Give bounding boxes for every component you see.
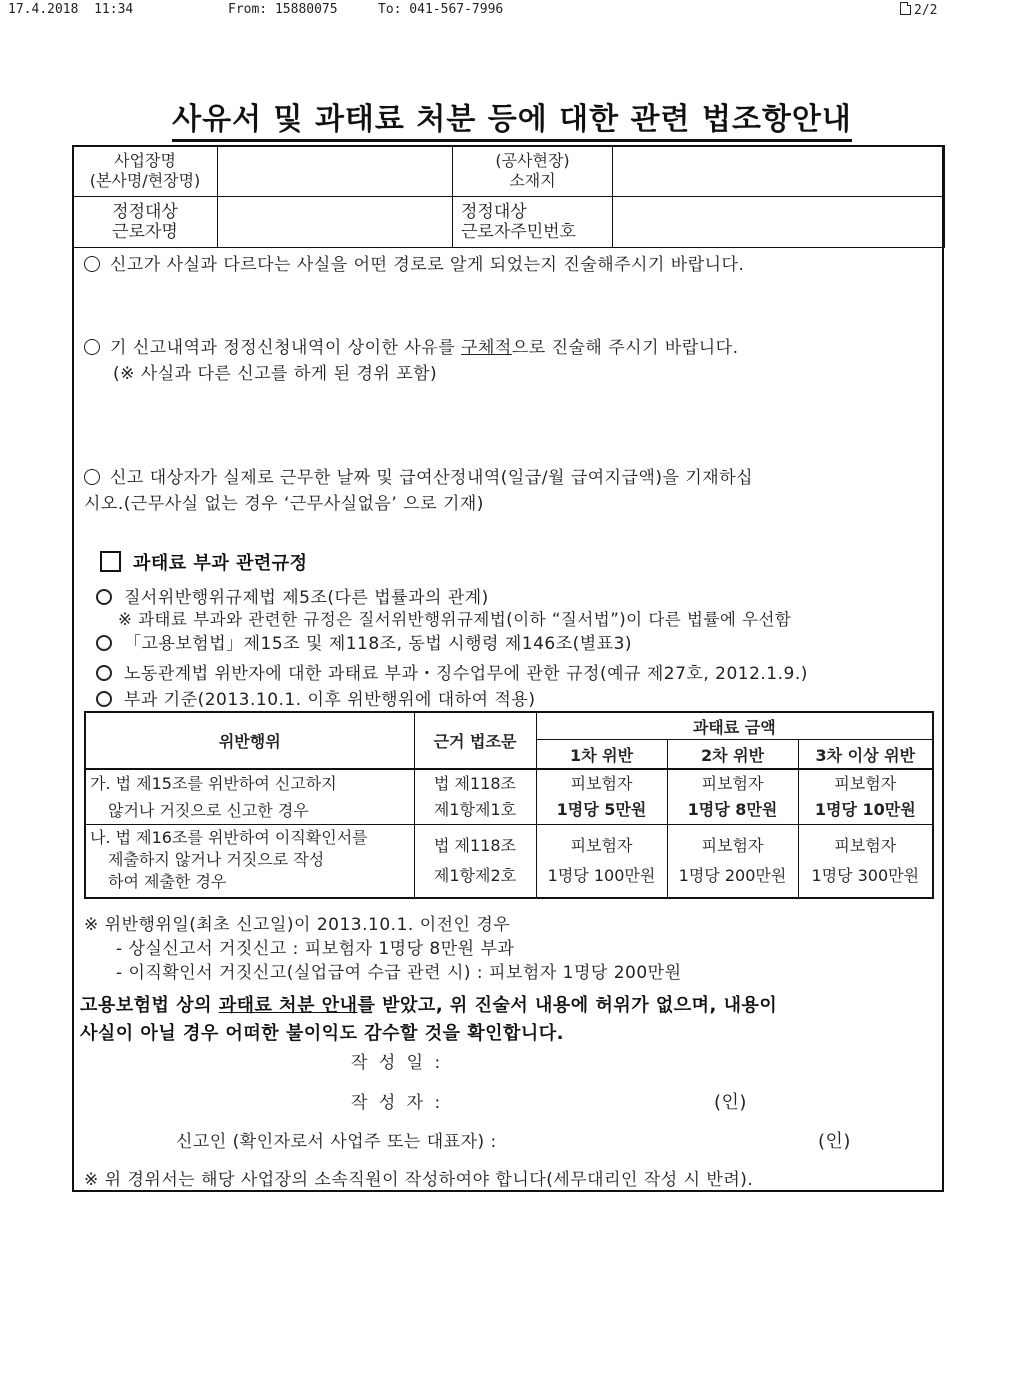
table-row (85, 825, 933, 899)
worker-id-label-line2: 근로자주민번호 (461, 222, 576, 242)
amount-line: 피보험자 (834, 774, 897, 793)
question-3-line2: 시오.(근무사실 없는 경우 ‘근무사실없음’ 으로 기재) (84, 494, 484, 514)
worker-name-label-line1: 정정대상 (112, 202, 178, 222)
regulations-heading-text: 과태료 부과 관련규정 (133, 553, 308, 574)
question-3-text-1: 신고 대상자가 실제로 근무한 날짜 및 급여산정내역(일급/월 급여지급액)을 기재하십 (110, 468, 754, 488)
amount-cell (536, 769, 667, 825)
amount-value: 1명당 5만원 (556, 800, 647, 819)
amount-line: 피보험자 (701, 836, 764, 855)
amount-line: 피보험자 (834, 836, 897, 855)
amount-line: 피보험자 (701, 774, 764, 793)
confirmation-line-1 (80, 991, 777, 1017)
regulation-1-text: 질서위반행위규제법 제5조(다른 법률과의 관계) (124, 588, 489, 608)
note-1: ※ 위반행위일(최초 신고일)이 2013.10.1. 이전인 경우 (84, 915, 511, 935)
basis-line: 제1항제1호 (433, 800, 517, 819)
circle-bullet-icon (96, 691, 112, 707)
circle-bullet-icon (84, 256, 100, 272)
regulation-3 (96, 659, 808, 684)
violation-line: 가. 법 제15조를 위반하여 신고하지 (90, 774, 337, 793)
amount-value: 1명당 200만원 (678, 866, 787, 885)
violation-line: 나. 법 제16조를 위반하여 이직확인서를 (90, 828, 368, 847)
worker-name-label (73, 197, 218, 248)
table-row (85, 769, 933, 825)
circle-bullet-icon (96, 635, 112, 651)
amount-cell (798, 769, 933, 825)
info-row (73, 197, 945, 248)
regulation-1-note: ※ 과태료 부과와 관련한 규정은 질서위반행위규제법(이하 “질서법”)이 다른 법률에 우선함 (118, 610, 792, 629)
site-location-label (453, 146, 613, 197)
worker-name-label-line2: 근로자명 (112, 222, 178, 242)
question-2-emphasis: 구체적 (461, 338, 512, 358)
basis-line: 법 제118조 (434, 836, 516, 855)
workplace-label (73, 146, 218, 197)
regulations-heading (100, 549, 308, 575)
col-3rd: 3차 이상 위반 (798, 740, 933, 770)
regulation-4 (96, 685, 535, 710)
col-basis: 근거 법조문 (414, 712, 536, 769)
col-violation: 위반행위 (85, 712, 414, 769)
info-row (73, 146, 945, 197)
amount-value: 1명당 300만원 (811, 866, 920, 885)
circle-bullet-icon (84, 469, 100, 485)
workplace-field[interactable] (218, 146, 453, 197)
page-icon (900, 2, 911, 15)
reporter-label: 신고인 (확인자로서 사업주 또는 대표자) : (176, 1132, 497, 1152)
question-3-line1 (84, 463, 753, 488)
col-amount: 과태료 금액 (536, 712, 933, 740)
workplace-label-line2: (본사명/현장명) (89, 171, 201, 190)
amount-value: 1명당 10만원 (814, 800, 916, 819)
fax-page-number: 2/2 (914, 3, 938, 18)
fax-to: To: 041-567-7996 (378, 2, 504, 17)
note-2: - 상실신고서 거짓신고 : 피보험자 1명당 8만원 부과 (116, 939, 515, 959)
question-2-note: (※ 사실과 다른 신고를 하게 된 경위 포함) (113, 364, 438, 384)
confirmation-text-a: 고용보험법 상의 (80, 995, 219, 1016)
basis-line: 법 제118조 (434, 774, 516, 793)
col-1st: 1차 위반 (536, 740, 667, 770)
amount-cell (667, 769, 798, 825)
violation-line: 하여 제출한 경우 (108, 872, 227, 891)
regulation-4-text: 부과 기준(2013.10.1. 이후 위반행위에 대하여 적용) (124, 690, 536, 710)
writer-seal: (인) (714, 1092, 747, 1113)
fax-datetime: 17.4.2018 11:34 (8, 2, 134, 17)
basis-cell (414, 825, 536, 899)
site-label-line1: (공사현장) (495, 151, 570, 170)
site-location-field[interactable] (613, 146, 945, 197)
violation-line: 않거나 거짓으로 신고한 경우 (108, 801, 309, 820)
question-2-text-c: 으로 진술해 주시기 바랍니다. (511, 338, 739, 358)
worker-id-label-line1: 정정대상 (461, 202, 527, 222)
worker-id-label (453, 197, 613, 248)
document-title-text: 사유서 및 과태료 처분 등에 대한 관련 법조항안내 (172, 102, 852, 142)
info-table (72, 145, 945, 248)
amount-value: 1명당 8만원 (687, 800, 778, 819)
amount-cell (798, 825, 933, 899)
circle-bullet-icon (84, 339, 100, 355)
basis-line: 제1항제2호 (433, 866, 517, 885)
question-1-text: 신고가 사실과 다르다는 사실을 어떤 경로로 알게 되었는지 진술해주시기 바랍니다. (110, 255, 745, 275)
confirmation-emphasis: 과태료 처분 안내 (218, 995, 358, 1016)
basis-cell (414, 769, 536, 825)
question-2 (84, 333, 739, 358)
date-label: 작 성 일 : (351, 1053, 444, 1073)
col-2nd: 2차 위반 (667, 740, 798, 770)
writer-label: 작 성 자 : (351, 1093, 444, 1113)
question-2-text-a: 기 신고내역과 정정신청내역이 상이한 사유를 (110, 338, 462, 358)
regulation-3-text: 노동관계법 위반자에 대한 과태료 부과・징수업무에 관한 규정(예규 제27호, 2012.1.9.) (124, 664, 808, 684)
regulation-1 (96, 583, 489, 608)
workplace-label-line1: 사업장명 (114, 151, 176, 170)
document-title (0, 94, 1024, 138)
fax-page (900, 2, 937, 18)
note-3: - 이직확인서 거짓신고(실업급여 수급 관련 시) : 피보험자 1명당 200만원 (116, 963, 682, 983)
circle-bullet-icon (96, 589, 112, 605)
violation-line: 제출하지 않거나 거짓으로 작성 (108, 850, 325, 869)
penalty-table (84, 711, 934, 899)
violation-cell (85, 825, 414, 899)
confirmation-text-c: 를 받았고, 위 진술서 내용에 허위가 없으며, 내용이 (357, 995, 778, 1016)
amount-line: 피보험자 (570, 836, 633, 855)
violation-cell (85, 769, 414, 825)
circle-bullet-icon (96, 665, 112, 681)
fax-header (0, 0, 1024, 22)
amount-line: 피보험자 (570, 774, 633, 793)
amount-cell (667, 825, 798, 899)
amount-value: 1명당 100만원 (547, 866, 656, 885)
site-label-line2: 소재지 (509, 171, 556, 190)
regulation-2-text: 「고용보험법」제15조 및 제118조, 동법 시행령 제146조(별표3) (124, 634, 633, 654)
question-1 (84, 250, 744, 275)
fax-from: From: 15880075 (228, 2, 338, 17)
worker-name-field[interactable] (218, 197, 453, 248)
checkbox-icon (100, 551, 121, 572)
footer-note: ※ 위 경위서는 해당 사업장의 소속직원이 작성하여야 합니다(세무대리인 작성 시 반려). (84, 1170, 754, 1190)
reporter-seal: (인) (818, 1131, 851, 1152)
regulation-2 (96, 629, 632, 654)
confirmation-line-2: 사실이 아닐 경우 어떠한 불이익도 감수할 것을 확인합니다. (80, 1023, 565, 1044)
penalty-header-row (85, 712, 933, 740)
worker-id-field[interactable] (613, 197, 945, 248)
amount-cell (536, 825, 667, 899)
